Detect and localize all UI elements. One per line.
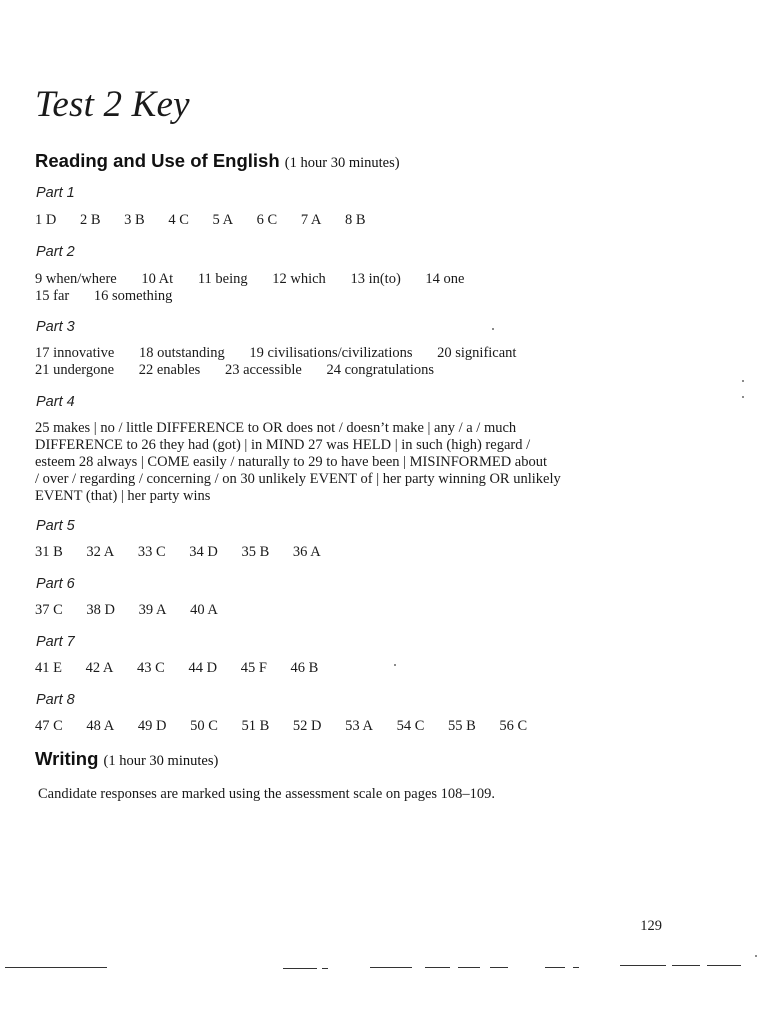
answer-item: 6 C — [256, 212, 278, 228]
answer-item: 49 D — [137, 718, 167, 734]
answer-item: 18 outstanding — [138, 345, 225, 361]
answer-item: 33 C — [137, 544, 166, 560]
scan-speck — [755, 955, 757, 957]
answer-item: 16 something — [93, 288, 173, 304]
answer-item: 52 D — [292, 718, 322, 734]
answer-item: 44 D — [188, 660, 218, 676]
scan-artifact — [672, 965, 700, 966]
part-3-answers — [35, 345, 735, 379]
answer-item: 5 A — [212, 212, 234, 228]
answer-item: 37 C — [35, 602, 63, 618]
scan-artifact — [458, 967, 480, 968]
answer-item: 12 which — [272, 271, 326, 287]
answer-item: 47 C — [35, 718, 63, 734]
part-6-answers — [35, 602, 238, 619]
answer-line: 25 makes | no / little DIFFERENCE to OR does not / doesn’t make | any / a / much — [35, 420, 517, 436]
answer-item: 1 D — [35, 212, 57, 228]
reading-section-heading — [35, 150, 400, 172]
answer-line: EVENT (that) | her party wins — [35, 488, 211, 504]
page-title: Test 2 Key — [35, 84, 190, 125]
answer-item: 4 C — [168, 212, 189, 228]
answer-item: 19 civilisations/civilizations — [249, 345, 413, 361]
answer-item: 40 A — [190, 602, 218, 618]
scan-artifact — [573, 967, 579, 968]
answer-item: 13 in(to) — [350, 271, 401, 287]
answer-item: 2 B — [79, 212, 101, 228]
part-1-label: Part 1 — [36, 185, 75, 201]
writing-section-heading — [35, 748, 218, 770]
answer-line — [35, 345, 735, 362]
answer-item: 15 far — [35, 288, 70, 304]
answer-item: 22 enables — [138, 362, 201, 378]
scan-speck — [742, 396, 744, 398]
answer-item: 3 B — [124, 212, 145, 228]
scan-artifact — [370, 967, 412, 968]
answer-item: 43 C — [137, 660, 165, 676]
answer-item: 23 accessible — [224, 362, 302, 378]
answer-line — [35, 271, 735, 288]
scan-artifact — [322, 968, 328, 969]
part-6-label: Part 6 — [36, 576, 75, 592]
reading-heading-text: Reading and Use of English — [35, 150, 280, 171]
answer-item: 55 B — [448, 718, 476, 734]
page-number: 129 — [640, 918, 662, 934]
part-1-answers — [35, 212, 386, 229]
answer-item: 36 A — [292, 544, 321, 560]
answer-item: 42 A — [85, 660, 114, 676]
answer-item: 9 when/where — [35, 271, 117, 287]
answer-item: 53 A — [345, 718, 373, 734]
answer-item: 32 A — [86, 544, 115, 560]
part-5-answers — [35, 544, 341, 561]
answer-item: 11 being — [197, 271, 248, 287]
scan-speck — [742, 380, 744, 382]
answer-line: DIFFERENCE to 26 they had (got) | in MIND 27 was HELD | in such (high) regard / — [35, 437, 531, 453]
answer-item: 50 C — [190, 718, 218, 734]
answer-item: 14 one — [425, 271, 465, 287]
scan-artifact — [620, 965, 666, 966]
part-7-answers — [35, 660, 338, 677]
answer-item: 17 innovative — [35, 345, 115, 361]
writing-note: Candidate responses are marked using the assessment scale on pages 108–109. — [38, 786, 496, 802]
answer-item: 34 D — [189, 544, 218, 560]
scan-artifact — [425, 967, 450, 968]
part-8-answers — [35, 718, 547, 735]
answer-item: 8 B — [345, 212, 366, 228]
scan-speck — [492, 328, 494, 330]
reading-duration: (1 hour 30 minutes) — [284, 155, 400, 171]
writing-heading-text: Writing — [35, 748, 99, 769]
scan-speck — [394, 664, 396, 666]
part-4-answers — [35, 420, 735, 505]
answer-line — [35, 362, 735, 379]
answer-item: 54 C — [396, 718, 425, 734]
scan-artifact — [283, 968, 317, 969]
writing-duration: (1 hour 30 minutes) — [103, 753, 219, 769]
part-7-label: Part 7 — [36, 634, 75, 650]
answer-item: 35 B — [241, 544, 270, 560]
part-4-label: Part 4 — [36, 394, 75, 410]
answer-item: 10 At — [141, 271, 174, 287]
answer-item: 41 E — [35, 660, 62, 676]
answer-item: 46 B — [290, 660, 319, 676]
part-8-label: Part 8 — [36, 692, 75, 708]
answer-item: 45 F — [240, 660, 267, 676]
answer-line — [35, 288, 735, 305]
answer-line: esteem 28 always | COME easily / naturally to 29 to have been | MISINFORMED about — [35, 454, 548, 470]
answer-item: 21 undergone — [35, 362, 115, 378]
answer-item: 31 B — [35, 544, 63, 560]
answer-line: / over / regarding / concerning / on 30 unlikely EVENT of | her party winning OR unlikely — [35, 471, 561, 487]
part-5-label: Part 5 — [36, 518, 75, 534]
answer-item: 38 D — [86, 602, 116, 618]
part-3-label: Part 3 — [36, 319, 75, 335]
part-2-label: Part 2 — [36, 244, 75, 260]
part-2-answers — [35, 271, 735, 305]
answer-item: 7 A — [300, 212, 322, 228]
answer-item: 51 B — [241, 718, 270, 734]
answer-item: 56 C — [499, 718, 528, 734]
answer-item: 20 significant — [437, 345, 517, 361]
answer-item: 39 A — [138, 602, 167, 618]
scan-artifact — [545, 967, 565, 968]
scan-artifact — [490, 967, 508, 968]
scan-artifact — [707, 965, 741, 966]
answer-item: 48 A — [86, 718, 115, 734]
answer-item: 24 congratulations — [326, 362, 434, 378]
scan-artifact — [5, 967, 107, 968]
